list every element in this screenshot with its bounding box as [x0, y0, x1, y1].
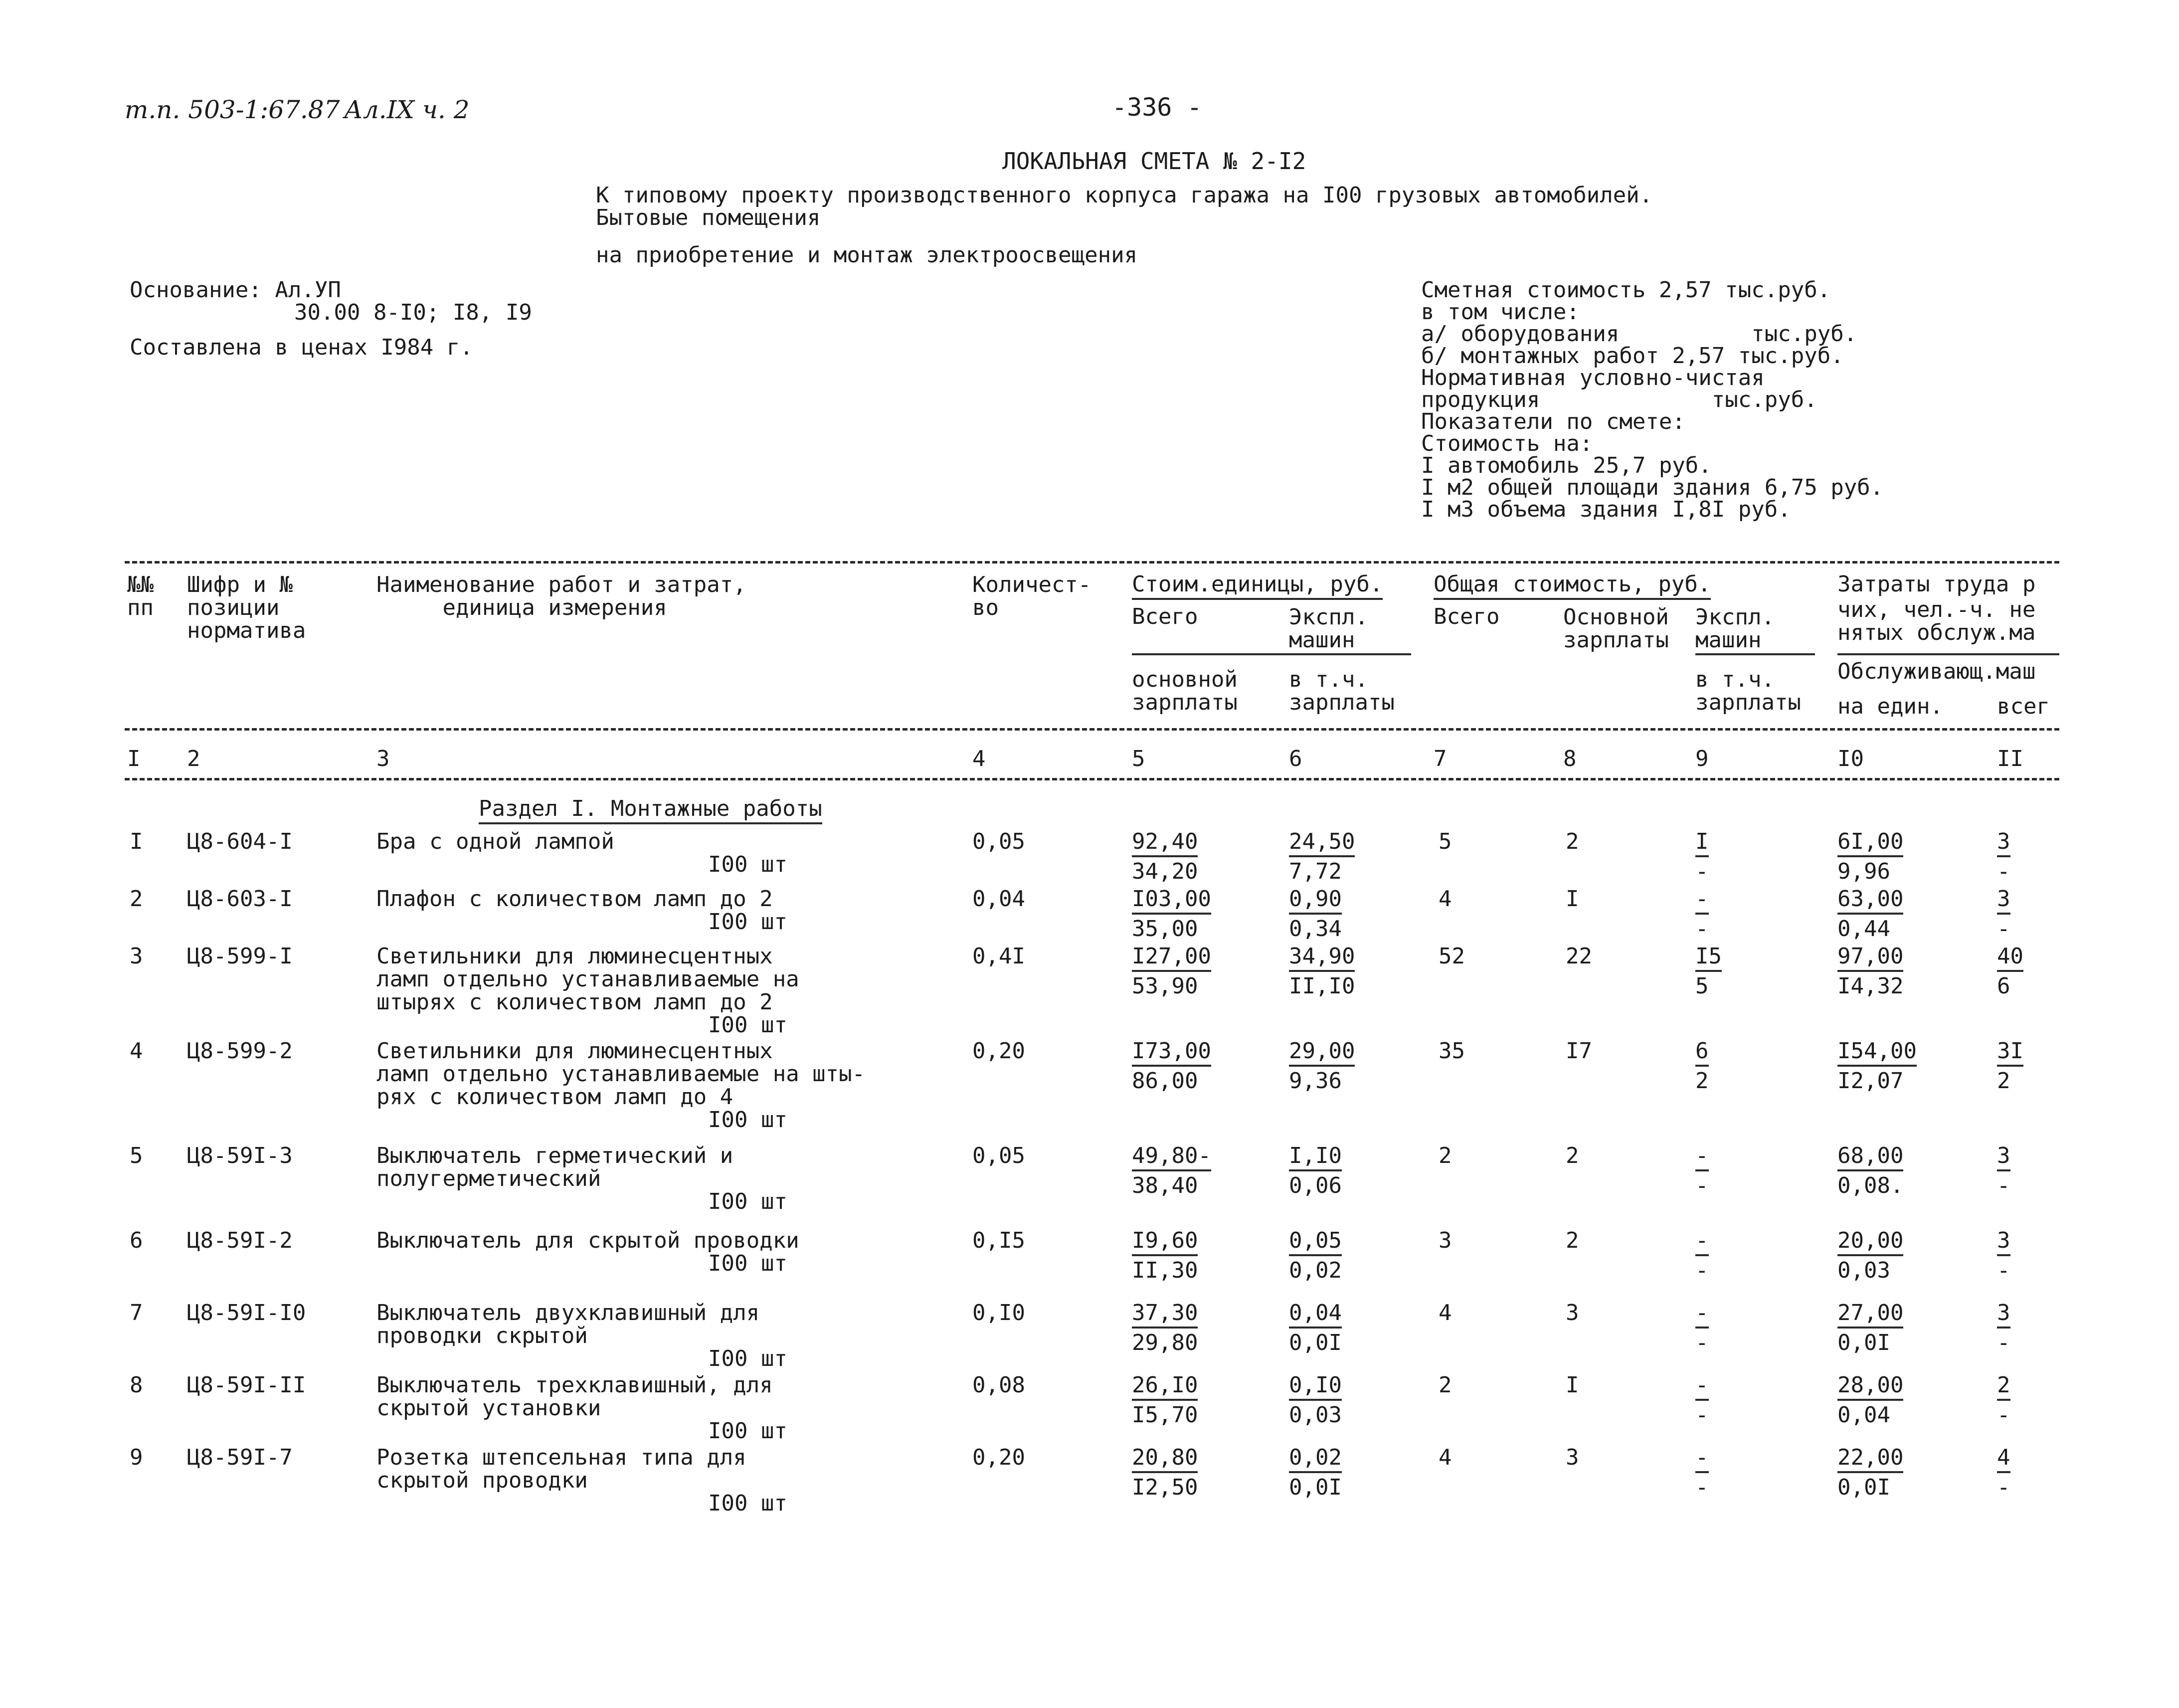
row-code: Ц8-59I-I0: [187, 1300, 306, 1326]
subheader-rule-mach: [1289, 653, 1409, 655]
col-header-labor-total: всег: [1997, 694, 2050, 719]
row-total-machines-value: I5: [1695, 944, 1722, 972]
row-total-wage: 3: [1566, 1445, 1579, 1470]
album-stamp: Ал.IX ч. 2: [344, 95, 470, 124]
row-labor-unit-value: 97,00: [1837, 944, 1903, 972]
row-unit-total-value: I73,00: [1132, 1038, 1211, 1067]
row-name: Выключатель герметический и полугерметический: [376, 1143, 733, 1192]
row-total-mach-wage: -: [1695, 916, 1709, 942]
row-total-mach-wage: 5: [1695, 973, 1709, 999]
row-total: 3: [1439, 1228, 1452, 1253]
row-quantity: 0,I5: [972, 1228, 1025, 1253]
column-number: I: [127, 746, 141, 771]
row-unit: I00 шт: [708, 1107, 787, 1133]
col-header-name: Наименование работ и затрат, единица измерения: [376, 572, 746, 621]
row-total-machines-value: I: [1695, 829, 1709, 857]
row-unit-mach-wage: 0,06: [1289, 1173, 1342, 1198]
row-labor-unit: [1837, 1144, 1903, 1167]
row-total-wage: 2: [1566, 1228, 1579, 1253]
row-code: Ц8-603-I: [187, 886, 293, 912]
row-unit-total: [1132, 1302, 1198, 1325]
row-unit-total: [1132, 888, 1211, 911]
row-total-machines: [1695, 1446, 1709, 1469]
row-total-wage: 22: [1566, 944, 1592, 969]
row-unit-total-value: 20,80: [1132, 1445, 1198, 1473]
row-total: 4: [1439, 1445, 1452, 1470]
row-quantity: 0,05: [972, 1143, 1025, 1168]
col-header-total-machines: Экспл. машин: [1695, 604, 1775, 653]
row-labor-total: [1997, 830, 2010, 853]
row-labor-unit-2: 9,96: [1837, 859, 1890, 884]
row-unit-wage: 29,80: [1132, 1330, 1198, 1355]
row-total-mach-wage: 2: [1695, 1068, 1709, 1094]
row-labor-unit-2: I2,07: [1837, 1068, 1904, 1094]
col-header-unit-total: Всего: [1132, 604, 1198, 629]
row-name: Светильники для люминесцентных ламп отдельно устанавливаемые на шты- рях с количеством ламп до 4: [376, 1038, 866, 1110]
column-number: I0: [1837, 746, 1864, 771]
row-total: 2: [1439, 1372, 1452, 1398]
row-labor-total-2: -: [1997, 859, 2010, 884]
row-unit-total: [1132, 1040, 1211, 1063]
row-unit-total: [1132, 1374, 1198, 1397]
row-total-machines: [1695, 888, 1709, 911]
row-labor-unit-value: 27,00: [1837, 1300, 1903, 1328]
row-unit-total-value: I9,60: [1132, 1228, 1198, 1256]
row-labor-total-2: 6: [1997, 973, 2010, 999]
row-unit-machines: [1289, 1446, 1342, 1469]
row-quantity: 0,I0: [972, 1300, 1025, 1326]
row-unit-mach-wage: 0,0I: [1289, 1330, 1342, 1355]
col-header-total-cost: [1434, 573, 1711, 595]
row-total: 2: [1439, 1143, 1452, 1168]
col-header-total: Всего: [1434, 604, 1500, 629]
row-labor-unit-value: 63,00: [1837, 886, 1903, 915]
row-labor-total-value: 3: [1997, 829, 2010, 857]
row-unit-machines-value: 24,50: [1289, 829, 1355, 857]
row-unit-total-value: 49,80-: [1132, 1143, 1211, 1171]
row-number: 2: [130, 886, 143, 912]
row-name: Выключатель для скрытой проводки: [376, 1228, 799, 1253]
row-name: Светильники для люминесцентных ламп отдельно устанавливаемые на штырях с количеством ламп до 2: [376, 944, 799, 1015]
summary-line: Показатели по смете:: [1421, 409, 1685, 434]
row-unit-mach-wage: 9,36: [1289, 1068, 1342, 1094]
row-unit-total: [1132, 1446, 1198, 1469]
row-code: Ц8-599-2: [187, 1038, 293, 1064]
row-unit: I00 шт: [708, 1012, 787, 1038]
row-total-mach-wage: -: [1695, 1173, 1709, 1198]
row-labor-unit-2: 0,0I: [1837, 1330, 1890, 1355]
row-labor-total-2: -: [1997, 916, 2010, 942]
row-number: 6: [130, 1228, 143, 1253]
col-header-servicing: Обслуживающ.маш: [1837, 659, 2036, 684]
row-number: I: [130, 829, 143, 854]
row-code: Ц8-59I-2: [187, 1228, 293, 1253]
row-unit-total-value: I03,00: [1132, 886, 1211, 915]
row-labor-total-value: 4: [1997, 1445, 2010, 1473]
row-labor-total: [1997, 1446, 2010, 1469]
row-total-machines: [1695, 1144, 1709, 1167]
row-unit-mach-wage: 0,03: [1289, 1402, 1342, 1428]
row-name: Розетка штепсельная типа для скрытой проводки: [376, 1445, 746, 1494]
summary-line: а/ оборудования тыс.руб.: [1421, 321, 1857, 347]
row-labor-total: [1997, 1040, 2023, 1063]
row-labor-total-2: -: [1997, 1258, 2010, 1283]
row-quantity: 0,08: [972, 1372, 1025, 1398]
row-labor-total-value: 3: [1997, 886, 2010, 915]
row-total: 4: [1439, 1300, 1452, 1326]
row-name: Плафон с количеством ламп до 2: [376, 886, 773, 912]
row-total-machines: [1695, 1229, 1709, 1252]
column-number: 2: [187, 746, 200, 771]
row-unit: I00 шт: [708, 1346, 787, 1371]
row-labor-unit-value: 68,00: [1837, 1143, 1903, 1171]
row-number: 7: [130, 1300, 143, 1326]
row-labor-total-value: 2: [1997, 1372, 2010, 1401]
row-labor-total-2: -: [1997, 1173, 2010, 1198]
summary-line: Нормативная условно-чистая: [1421, 365, 1765, 390]
row-labor-unit-2: I4,32: [1837, 973, 1904, 999]
row-total-machines-value: -: [1695, 1372, 1709, 1401]
row-labor-unit: [1837, 1040, 1917, 1063]
row-labor-unit-2: 0,0I: [1837, 1475, 1890, 1500]
basis-line-3: Составлена в ценах I984 г.: [130, 335, 473, 360]
row-unit: I00 шт: [708, 852, 787, 877]
row-labor-total: [1997, 1144, 2010, 1167]
subheader-rule-total-mach: [1695, 653, 1815, 655]
row-unit: I00 шт: [708, 1251, 787, 1276]
summary-line: I автомобиль 25,7 руб.: [1421, 453, 1712, 478]
page-number: -336 -: [1112, 93, 1202, 122]
row-unit-machines: [1289, 945, 1355, 968]
row-total-machines-value: -: [1695, 1228, 1709, 1256]
row-code: Ц8-604-I: [187, 829, 293, 854]
row-total: 35: [1439, 1038, 1465, 1064]
row-labor-total-value: 3I: [1997, 1038, 2023, 1067]
row-quantity: 0,20: [972, 1445, 1025, 1470]
row-unit-total: [1132, 830, 1198, 853]
row-total: 5: [1439, 829, 1452, 854]
row-unit-machines-value: 0,I0: [1289, 1372, 1342, 1401]
section-title: [479, 798, 822, 820]
row-unit-machines-value: 0,05: [1289, 1228, 1342, 1256]
row-number: 8: [130, 1372, 143, 1398]
document-title: ЛОКАЛЬНАЯ СМЕТА № 2-I2: [1002, 148, 1306, 175]
row-labor-total-2: -: [1997, 1330, 2010, 1355]
row-unit-machines: [1289, 1374, 1342, 1397]
row-unit-mach-wage: 0,34: [1289, 916, 1342, 942]
column-numbers-rule: [125, 778, 2059, 780]
row-quantity: 0,04: [972, 886, 1025, 912]
row-number: 4: [130, 1038, 143, 1064]
col-header-unit-machines: Экспл. машин: [1289, 604, 1368, 653]
row-unit-mach-wage: 0,0I: [1289, 1475, 1342, 1500]
row-unit-wage: 34,20: [1132, 859, 1198, 884]
row-labor-total-2: -: [1997, 1402, 2010, 1428]
row-total-machines: [1695, 945, 1722, 968]
col-header-labor: Затраты труда р: [1837, 571, 2036, 597]
row-total-mach-wage: -: [1695, 1330, 1709, 1355]
row-unit-mach-wage: 0,02: [1289, 1258, 1342, 1283]
row-quantity: 0,20: [972, 1038, 1025, 1064]
col-header-code: Шифр и № позиции норматива: [187, 572, 306, 644]
row-unit-machines-value: 34,90: [1289, 944, 1355, 972]
basis-line-2: 30.00 8-I0; I8, I9: [294, 300, 532, 325]
row-total-machines: [1695, 1040, 1709, 1063]
row-total-machines-value: -: [1695, 1445, 1709, 1473]
row-name: Выключатель двухклавишный для проводки скрытой: [376, 1300, 760, 1349]
row-total-machines-value: -: [1695, 1300, 1709, 1328]
row-labor-unit-2: 0,03: [1837, 1258, 1890, 1283]
row-unit-machines: [1289, 1144, 1342, 1167]
row-code: Ц8-59I-3: [187, 1143, 293, 1168]
subtitle-line-1: К типовому проекту производственного корпуса гаража на I00 грузовых автомобилей.: [596, 183, 1653, 208]
row-unit-wage: I5,70: [1132, 1402, 1198, 1428]
column-number: II: [1997, 746, 2023, 771]
row-labor-total-value: 40: [1997, 944, 2023, 972]
row-total-mach-wage: -: [1695, 1475, 1709, 1500]
row-unit-machines: [1289, 830, 1355, 853]
row-total: 52: [1439, 944, 1465, 969]
column-number: 4: [972, 746, 986, 771]
col-header-labor-unit: на един.: [1837, 694, 1943, 719]
row-total-machines-value: -: [1695, 1143, 1709, 1171]
row-code: Ц8-59I-II: [187, 1372, 306, 1398]
summary-line: в том числе:: [1421, 299, 1580, 325]
row-unit-mach-wage: II,I0: [1289, 973, 1355, 999]
row-total-machines-value: 6: [1695, 1038, 1709, 1067]
col-header-quantity: Количест- во: [972, 572, 1091, 621]
row-labor-unit-value: 6I,00: [1837, 829, 1903, 857]
row-unit-total: [1132, 1229, 1198, 1252]
row-unit-machines-value: 0,04: [1289, 1300, 1342, 1328]
row-total-mach-wage: -: [1695, 1258, 1709, 1283]
row-unit-wage: I2,50: [1132, 1475, 1198, 1500]
row-unit-total: [1132, 945, 1211, 968]
row-unit-machines: [1289, 1302, 1342, 1325]
column-number: 5: [1132, 746, 1145, 771]
row-total-wage: I: [1566, 886, 1579, 912]
row-labor-unit-value: I54,00: [1837, 1038, 1917, 1067]
document-stamp: т.п. 503-1:67.87: [125, 95, 340, 124]
row-labor-unit-2: 0,44: [1837, 916, 1890, 942]
row-unit: I00 шт: [708, 909, 787, 935]
row-labor-total: [1997, 1229, 2010, 1252]
row-total-machines-value: -: [1695, 886, 1709, 915]
col-header-unit-wage: основной зарплаты: [1132, 667, 1238, 716]
row-labor-total: [1997, 888, 2010, 911]
row-name: Бра с одной лампой: [376, 829, 614, 854]
row-labor-unit-value: 20,00: [1837, 1228, 1903, 1256]
col-header-total-wage: Основной зарплаты: [1563, 604, 1669, 653]
table-header-rule: [125, 728, 2059, 731]
row-unit-total: [1132, 1144, 1211, 1167]
row-labor-unit: [1837, 945, 1903, 968]
row-unit-wage: 38,40: [1132, 1173, 1198, 1198]
row-name: Выключатель трехклавишный, для скрытой установки: [376, 1372, 773, 1421]
row-unit-wage: 86,00: [1132, 1068, 1198, 1094]
row-total-mach-wage: -: [1695, 859, 1709, 884]
row-labor-total-value: 3: [1997, 1300, 2010, 1328]
row-labor-unit-value: 28,00: [1837, 1372, 1903, 1401]
row-labor-unit: [1837, 888, 1903, 911]
row-unit-mach-wage: 7,72: [1289, 859, 1342, 884]
row-unit-total-value: 92,40: [1132, 829, 1198, 857]
row-unit-wage: 35,00: [1132, 916, 1198, 942]
summary-line: б/ монтажных работ 2,57 тыс.руб.: [1421, 343, 1844, 369]
row-labor-unit-value: 22,00: [1837, 1445, 1903, 1473]
row-unit-machines: [1289, 1040, 1355, 1063]
row-unit-machines-value: I,I0: [1289, 1143, 1342, 1171]
row-labor-total: [1997, 1302, 2010, 1325]
row-total-wage: 2: [1566, 1143, 1579, 1168]
row-labor-unit: [1837, 1446, 1903, 1469]
subtitle-line-3: на приобретение и монтаж электроосвещения: [596, 242, 1138, 268]
row-labor-unit-2: 0,08.: [1837, 1173, 1904, 1198]
row-unit-wage: 53,90: [1132, 973, 1198, 999]
row-total-mach-wage: -: [1695, 1402, 1709, 1428]
row-labor-total-value: 3: [1997, 1143, 2010, 1171]
row-unit: I00 шт: [708, 1418, 787, 1444]
column-number: 6: [1289, 746, 1302, 771]
row-unit-machines: [1289, 1229, 1342, 1252]
row-labor-total-2: -: [1997, 1475, 2010, 1500]
row-labor-unit: [1837, 1229, 1903, 1252]
row-unit-machines-value: 29,00: [1289, 1038, 1355, 1067]
table-top-rule: [125, 561, 2059, 564]
basis-line-1: Основание: Ал.УП: [130, 277, 341, 303]
summary-line: I м2 общей площади здания 6,75 руб.: [1421, 475, 1884, 500]
row-total-machines: [1695, 1374, 1709, 1397]
row-total-machines: [1695, 1302, 1709, 1325]
row-unit-machines-value: 0,90: [1289, 886, 1342, 915]
summary-line: Стоимость на:: [1421, 431, 1593, 456]
row-code: Ц8-59I-7: [187, 1445, 293, 1470]
row-unit-wage: II,30: [1132, 1258, 1198, 1283]
summary-line: Сметная стоимость 2,57 тыс.руб.: [1421, 277, 1831, 303]
summary-line: продукция тыс.руб.: [1421, 387, 1817, 412]
section-title-text: Раздел I. Монтажные работы: [479, 796, 822, 824]
row-unit-total-value: 26,I0: [1132, 1372, 1198, 1401]
column-number: 8: [1563, 746, 1577, 771]
row-unit-total-value: 37,30: [1132, 1300, 1198, 1328]
row-total-wage: I7: [1566, 1038, 1592, 1064]
row-code: Ц8-599-I: [187, 944, 293, 969]
row-quantity: 0,4I: [972, 944, 1025, 969]
row-quantity: 0,05: [972, 829, 1025, 854]
row-labor-total: [1997, 945, 2023, 968]
row-labor-total-2: 2: [1997, 1068, 2010, 1094]
row-labor-total: [1997, 1374, 2010, 1397]
row-number: 9: [130, 1445, 143, 1470]
column-number: 3: [376, 746, 390, 771]
row-labor-unit-2: 0,04: [1837, 1402, 1890, 1428]
row-labor-total-value: 3: [1997, 1228, 2010, 1256]
col-header-number: №№ пп: [127, 572, 154, 621]
row-labor-unit: [1837, 1302, 1903, 1325]
col-header-total-mach-wage: в т.ч. зарплаты: [1695, 667, 1801, 716]
row-unit-machines: [1289, 888, 1342, 911]
col-header-unit-mach-wage: в т.ч. зарплаты: [1289, 667, 1395, 716]
row-total-wage: 2: [1566, 829, 1579, 854]
summary-block: [1421, 279, 1883, 521]
row-number: 3: [130, 944, 143, 969]
row-total-machines: [1695, 830, 1709, 853]
row-unit-machines-value: 0,02: [1289, 1445, 1342, 1473]
row-total-wage: 3: [1566, 1300, 1579, 1326]
row-labor-unit: [1837, 830, 1903, 853]
row-number: 5: [130, 1143, 143, 1168]
summary-line: I м3 объема здания I,8I руб.: [1421, 497, 1791, 522]
unit-cost-label: Стоим.единицы, руб.: [1132, 571, 1383, 600]
total-cost-label: Общая стоимость, руб.: [1434, 571, 1711, 600]
subheader-rule-labor: [1837, 653, 2059, 655]
row-total-wage: I: [1566, 1372, 1579, 1398]
row-unit-total-value: I27,00: [1132, 944, 1211, 972]
col-header-unit-cost: [1132, 573, 1383, 595]
row-labor-unit: [1837, 1374, 1903, 1397]
col-header-labor-sub: чих, чел.-ч. не нятых обслуж.ма: [1837, 597, 2036, 646]
column-number: 7: [1434, 746, 1447, 771]
subtitle-line-2: Бытовые помещения: [596, 205, 821, 230]
row-total: 4: [1439, 886, 1452, 912]
row-unit: I00 шт: [708, 1491, 787, 1516]
column-number: 9: [1695, 746, 1709, 771]
row-unit: I00 шт: [708, 1189, 787, 1214]
